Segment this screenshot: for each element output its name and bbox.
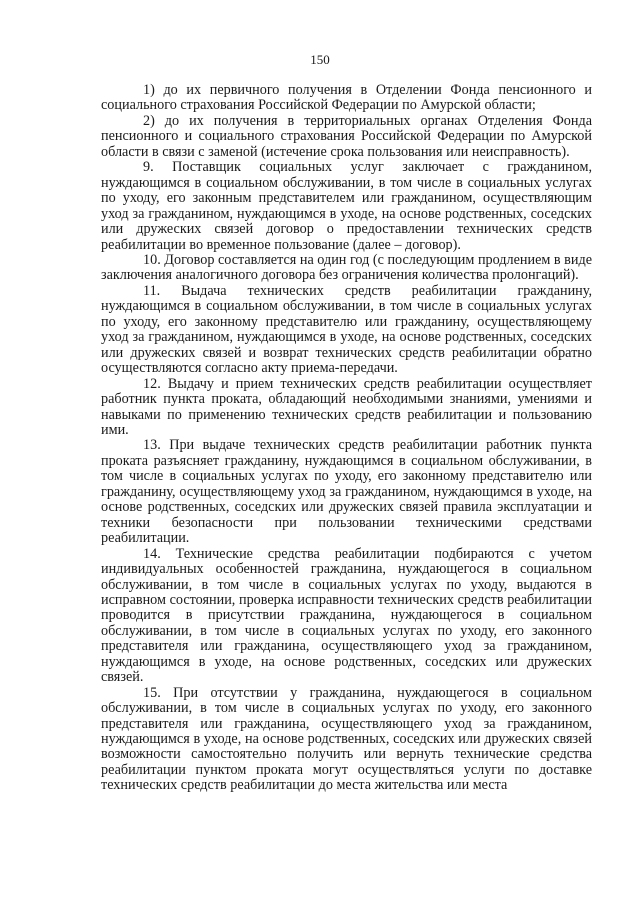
paragraph-item-1: 1) до их первичного получения в Отделении Фонда пенсионного и социального страхования Российской Федерации по Амурской области; xyxy=(101,82,592,114)
paragraph-clause-11: 11. Выдача технических средств реабилитации гражданину, нуждающимся в социальном обслуживании, в том числе в социальных услугах по уходу, его законному представителю или гражданину, осуществляющему уход за гражданином, нуждающимся в уходе, на основе родственных, соседских или дружеских связей и возврат технических средств реабилитации обратно осуществляются согласно акту приема-передачи. xyxy=(101,282,592,377)
page-number: 150 xyxy=(310,52,330,67)
document-body xyxy=(101,83,592,794)
paragraph-clause-10: 10. Договор составляется на один год (с последующим продлением в виде заключения аналогичного договора без ограничения количества пролонгаций). xyxy=(101,251,592,284)
paragraph-clause-13: 13. При выдаче технических средств реабилитации работник пункта проката разъясняет гражданину, нуждающимся в социальном обслуживании, в том числе в социальных услугах по уходу, его законному представителю или гражданину, осуществляющему уход за гражданином, нуждающимся в уходе, на основе родственных, соседских или дружеских связей правила эксплуатации и техники безопасности при пользовании техническими средствами реабилитации. xyxy=(101,437,592,547)
paragraph-clause-15: 15. При отсутствии у гражданина, нуждающегося в социальном обслуживании, в том числе в социальных услугах по уходу, его законного представителя или гражданина, осуществляющего уход за гражданином, нуждающимся в уходе, на основе родственных, соседских или дружеских связей возможности самостоятельно получить или вернуть технические средства реабилитации пунктом проката могут осуществляться услуги по доставке технических средств реабилитации до места жительства или места xyxy=(101,684,592,794)
paragraph-clause-12: 12. Выдачу и прием технических средств реабилитации осуществляет работник пункта проката, обладающий необходимыми знаниями, умениями и навыками по применению технических средств реабилитации и пользованию ими. xyxy=(101,375,592,438)
paragraph-clause-9: 9. Поставщик социальных услуг заключает с гражданином, нуждающимся в социальном обслуживании, в том числе в социальных услугах по уходу, его законным представителем или гражданином, осуществляющим уход за гражданином, нуждающимся в уходе, на основе родственных, соседских или дружеских связей договор о предоставлении технических средств реабилитации во временное пользование (далее – договор). xyxy=(101,159,592,253)
paragraph-clause-14: 14. Технические средства реабилитации подбираются с учетом индивидуальных особенностей гражданина, нуждающегося в социальном обслуживании, в том числе в социальных услугах по уходу, выдаются в исправном состоянии, проверка исправности технических средств реабилитации проводится в присутствии гражданина, нуждающегося в социальном обслуживании, в том числе в социальных услугах по уходу, его законного представителя или гражданина, осуществляющего уход за гражданином, нуждающимся в уходе, на основе родственных, соседских или дружеских связей. xyxy=(101,545,592,686)
paragraph-item-2: 2) до их получения в территориальных органах Отделения Фонда пенсионного и социального страхования Российской Федерации по Амурской области в связи с заменой (истечение срока пользования или неисправность). xyxy=(101,112,592,160)
